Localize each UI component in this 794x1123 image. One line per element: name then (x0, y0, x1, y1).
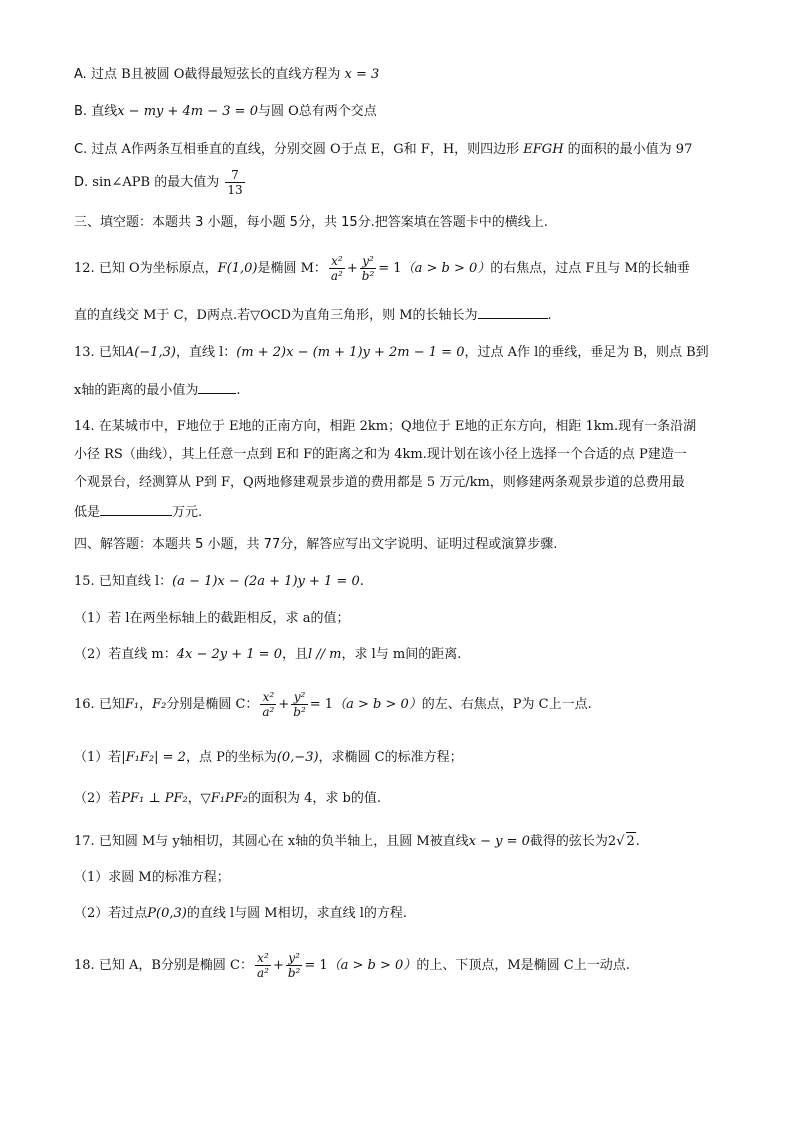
option-d-post: 的最大值为 (150, 175, 224, 190)
q18-p1: 已知 A，B分别是椭圆 C： (98, 958, 253, 973)
q14-line-4-post: 万元. (172, 505, 203, 520)
q12-number: 12. (74, 261, 99, 276)
q12-p2: 是椭圆 M： (257, 261, 327, 276)
q18-frac-x-den: a² (256, 966, 269, 980)
q13-line-2 (74, 381, 240, 400)
q16-sub-1-pre: （1）若 (74, 750, 122, 765)
q17-number: 17. (74, 834, 99, 849)
q16-sub-2 (74, 790, 381, 808)
q13-end: . (236, 383, 241, 398)
q16-triangle: ▽F₁PF₂ (200, 791, 248, 806)
q18-p2: 的上、下顶点，M是椭圆 C上一动点. (416, 958, 630, 973)
q17-line-equation: x − y = 0 (468, 834, 530, 849)
q16-line-1 (74, 688, 592, 722)
q16-frac-x (260, 690, 276, 719)
q13-p3: ，过点 A作 l的垂线，垂足为 B，则点 B到 (464, 345, 709, 360)
option-b-label: B. (74, 104, 92, 119)
q18-line-1 (74, 949, 630, 983)
option-a (74, 66, 379, 84)
q12-line-2-text: 直的直线交 M于 C，D两点.若▽OCD为直角三角形，则 M的长轴长为 (74, 308, 478, 323)
option-b (74, 103, 377, 121)
q14-line-2: 小径 RS（曲线），其上任意一点到 E和 F的距离之和为 4km.现计划在该小径上选择一个合适的点 P建造一 (74, 447, 687, 462)
q16-focus-2: F₂ (152, 697, 167, 712)
q16-frac-x-num: x² (262, 690, 275, 704)
q16-number: 16. (74, 697, 99, 712)
option-b-math: x − my + 4m − 3 = 0 (117, 104, 258, 119)
q12-line-1 (74, 252, 690, 286)
option-c-post: 的面积的最小值为 97 (563, 142, 693, 157)
q13-number: 13. (74, 345, 99, 360)
q16-condition: （a > b > 0） (333, 697, 422, 712)
section-4-heading: 四、解答题：本题共 5 小题，共 77分，解答应写出文字说明、证明过程或演算步骤. (74, 537, 558, 552)
q13-p2: ，直线 l： (175, 345, 237, 360)
q16-p1: 已知 (98, 697, 125, 712)
option-c-text: 过点 A作两条互相垂直的直线，分别交圆 O于点 E，G和 F，H，则四边形 (91, 142, 524, 157)
q16-equals-one: = 1 (309, 697, 334, 712)
q12-point-f: F(1,0) (217, 261, 258, 276)
q16-frac-x-den: a² (262, 705, 275, 719)
q16-sub-1-post: ，求椭圆 C的标准方程； (318, 750, 463, 765)
q13-p1: 已知 (98, 345, 125, 360)
q15-sub-2-mid: ，且 (281, 647, 308, 662)
q18-number: 18. (74, 958, 99, 973)
q16-sub-2-mid: ， (187, 791, 201, 806)
q15-end: . (359, 574, 364, 589)
q15-line-m-equation: 4x − 2y + 1 = 0 (176, 647, 282, 662)
q16-frac-y (291, 690, 308, 719)
q16-sub-2-post: 的面积为 4，求 b的值. (247, 791, 381, 806)
q15-parallel: l // m (307, 647, 342, 662)
q14-line-4-pre: 低是 (74, 505, 101, 520)
option-b-pre: 直线 (91, 104, 118, 119)
q17-point-p: P(0,3) (147, 906, 187, 921)
q16-perpendicular: PF₁ ⊥ PF₂ (121, 791, 188, 806)
q15-p1: 已知直线 l： (98, 574, 173, 589)
q14-answer-blank[interactable] (100, 503, 172, 516)
q18-plus: + (272, 958, 284, 973)
q17-sub-1: （1）求圆 M的标准方程； (74, 870, 230, 885)
option-d-label: D. (74, 175, 93, 190)
q17-chord-length: 2√ 2 (607, 834, 635, 849)
option-a-label: A. (74, 67, 91, 82)
q15-line-1 (74, 573, 364, 591)
q12-condition: （a > b > 0） (401, 261, 491, 276)
q18-frac-x-num: x² (257, 951, 269, 965)
q12-frac-x (329, 254, 345, 283)
q14-line-3: 个观景台，经测算从 P到 F，Q两地修建观景步道的费用都是 5 万元/km，则修建两条观景步道的总费用最 (74, 475, 685, 490)
q16-p3: 分别是椭圆 C： (166, 697, 259, 712)
q13-line-2-text: x轴的距离的最小值为 (74, 383, 199, 398)
q12-line-2 (74, 306, 552, 325)
q16-point-p: (0,−3) (276, 750, 319, 765)
q13-answer-blank[interactable] (198, 381, 236, 394)
q16-p2: ， (139, 697, 153, 712)
option-d-fraction (225, 168, 244, 197)
q12-frac-x-num: x² (331, 254, 343, 268)
q17-p2: 截得的弦长为 (529, 834, 608, 849)
q15-line-equation: (a − 1)x − (2a + 1)y + 1 = 0 (172, 574, 360, 589)
q16-plus: + (278, 697, 290, 712)
q16-frac-y-num: y² (293, 690, 306, 704)
q14-line-1: 14. 在某城市中，F地位于 E地的正南方向，相距 2km；Q地位于 E地的正东方向，相距 1km.现有一条沿湖 (74, 419, 697, 434)
q17-end: . (635, 834, 640, 849)
q12-answer-blank[interactable] (478, 306, 548, 319)
q16-sub-1-mid: ，点 P的坐标为 (185, 750, 277, 765)
q18-condition: （a > b > 0） (327, 958, 417, 973)
q18-frac-x (255, 951, 271, 980)
q12-frac-y-den: b² (361, 269, 375, 283)
q18-frac-y (286, 951, 303, 980)
option-d (74, 166, 247, 200)
q14-line-4 (74, 503, 202, 522)
q16-sub-1 (74, 749, 463, 767)
q16-p4: 的左、右焦点，P为 C上一点. (421, 697, 592, 712)
q17-sub-2 (74, 905, 407, 923)
q12-equals-one: = 1 (378, 261, 402, 276)
q12-p1: 已知 O为坐标原点， (98, 261, 218, 276)
q15-sub-2-post: ，求 l与 m间的距离. (341, 647, 462, 662)
q17-line-1 (74, 832, 640, 851)
q12-frac-x-den: a² (330, 269, 343, 283)
q15-sub-1: （1）若 l在两坐标轴上的截距相反，求 a的值； (74, 611, 350, 626)
q18-frac-y-den: b² (287, 966, 301, 980)
q15-sub-2 (74, 646, 461, 664)
q17-sub-2-pre: （2）若过点 (74, 906, 148, 921)
q13-point-a: A(−1,3) (124, 345, 176, 360)
q13-line-1 (74, 344, 709, 362)
q17-chord-radicand: 2 (626, 834, 635, 849)
option-d-frac-num: 7 (231, 168, 239, 182)
q12-frac-y-num: y² (362, 254, 374, 268)
q16-focal-distance: |F₁F₂| = 2 (121, 750, 186, 765)
section-3-heading: 三、填空题：本题共 3 小题，每小题 5分，共 15分.把答案填在答题卡中的横线上. (74, 215, 548, 230)
q13-line-equation: (m + 2)x − (m + 1)y + 2m − 1 = 0 (236, 345, 465, 360)
q12-p3: 的右焦点，过点 F且与 M的长轴垂 (490, 261, 690, 276)
q17-p1: 已知圆 M与 y轴相切，其圆心在 x轴的负半轴上，且圆 M被直线 (98, 834, 469, 849)
option-c-label: C. (74, 142, 92, 157)
option-c (74, 141, 692, 159)
option-d-frac-den: 13 (227, 183, 243, 197)
q12-plus: + (346, 261, 358, 276)
option-b-post: 与圆 O总有两个交点 (257, 104, 377, 119)
q16-frac-y-den: b² (293, 705, 306, 719)
q16-focus-1: F₁ (124, 697, 140, 712)
option-a-text: 过点 B且被圆 O截得最短弦长的直线方程为 (90, 67, 345, 82)
q18-equals-one: = 1 (304, 958, 328, 973)
option-d-math: sin∠APB (92, 175, 151, 190)
q18-frac-y-num: y² (288, 951, 300, 965)
q15-sub-2-pre: （2）若直线 m： (74, 647, 177, 662)
q17-sub-2-post: 的直线 l与圆 M相切，求直线 l的方程. (186, 906, 408, 921)
q16-sub-2-pre: （2）若 (74, 791, 122, 806)
q17-chord-coef: 2 (607, 834, 617, 849)
q15-number: 15. (74, 574, 99, 589)
option-a-math: x = 3 (344, 67, 380, 82)
q12-end: . (547, 308, 552, 323)
option-c-math: EFGH (523, 142, 564, 157)
q12-frac-y (360, 254, 377, 283)
